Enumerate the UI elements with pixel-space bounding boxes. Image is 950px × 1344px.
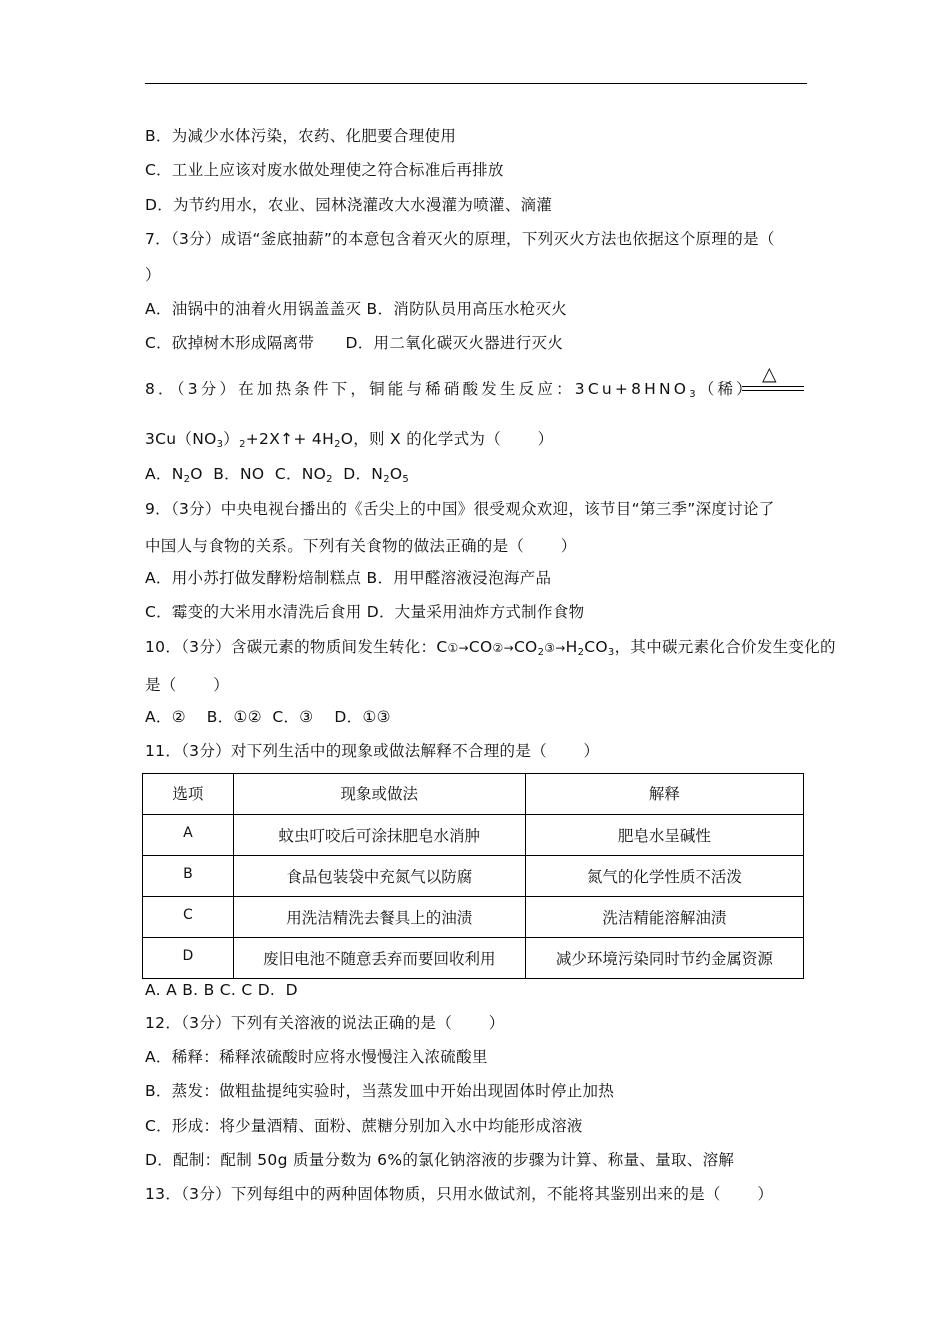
table-header-explanation: 解释 xyxy=(525,774,803,815)
q8-stem-dilute: （稀） xyxy=(698,380,755,398)
q6-option-c: C．工业上应该对废水做处理使之符合标准后再排放 xyxy=(145,161,504,179)
q8-equation-products: $3Cu(NO_3)_2+2X↑+ 4H_2O$，则 X 的化学式为（ ） xyxy=(145,430,554,450)
table-row xyxy=(143,815,804,856)
conversion-arrow-3: ③→ xyxy=(544,641,566,655)
table-header-row xyxy=(143,774,804,815)
q9-options-cd: C．霉变的大米用水清洗后食用 D．大量采用油炸方式制作食物 xyxy=(145,603,585,621)
q11-options: A. A B. B C. C D. D xyxy=(145,981,298,999)
table-cell-phenomenon: 蚊虫叮咬后可涂抹肥皂水消肿 xyxy=(233,815,525,856)
q12-stem: 12．（3分）下列有关溶液的说法正确的是（ ） xyxy=(145,1014,505,1032)
q12-option-c: C．形成：将少量酒精、面粉、蔗糖分别加入水中均能形成溶液 xyxy=(145,1117,583,1135)
table-cell-option: C xyxy=(143,897,234,938)
q7-stem: 7．（3分）成语“釜底抽薪”的本意包含着灭火的原理，下列灭火方法也依据这个原理的是（ xyxy=(145,230,775,248)
q10-options: A．② B．①② C．③ D．①③ xyxy=(145,708,391,726)
q10-stem: 10．（3分）含碳元素的物质间发生转化：$C①\to CO②\to CO_2③\to H_2CO_3$，其中碳元素化合价发生变化的 xyxy=(145,638,836,658)
table-row xyxy=(143,938,804,979)
header-rule xyxy=(145,83,807,84)
table-cell-option: A xyxy=(143,815,234,856)
table-cell-phenomenon: 废旧电池不随意丢弃而要回收利用 xyxy=(233,938,525,979)
q7-options-ab: A．油锅中的油着火用锅盖盖灭 B．消防队员用高压水枪灭火 xyxy=(145,300,568,318)
q8-options: A．$N_2O$ B．NO C．$NO_2$ D．$N_2O_5$ xyxy=(145,465,410,485)
table-cell-phenomenon: 用洗洁精洗去餐具上的油渍 xyxy=(233,897,525,938)
q12-option-a: A．稀释：稀释浓硫酸时应将水慢慢注入浓硫酸里 xyxy=(145,1048,488,1066)
conversion-arrow-1: ①→ xyxy=(447,641,469,655)
q11-stem: 11．（3分）对下列生活中的现象或做法解释不合理的是（ ） xyxy=(145,742,600,760)
table-cell-option: B xyxy=(143,856,234,897)
q8-stem: 8．（3分）在加热条件下，铜能与稀硝酸发生反应：$3Cu+8HNO_3$（稀） xyxy=(145,380,755,400)
q13-stem: 13．（3分）下列每组中的两种固体物质，只用水做试剂，不能将其鉴别出来的是（ ） xyxy=(145,1185,774,1203)
q12-option-b: B．蒸发：做粗盐提纯实验时，当蒸发皿中开始出现固体时停止加热 xyxy=(145,1082,615,1100)
conversion-arrow-2: ②→ xyxy=(492,641,514,655)
table-cell-phenomenon: 食品包装袋中充氮气以防腐 xyxy=(233,856,525,897)
table-cell-explanation: 肥皂水呈碱性 xyxy=(525,815,803,856)
table-row xyxy=(143,897,804,938)
heating-condition-mark xyxy=(742,363,804,396)
table-row xyxy=(143,856,804,897)
table-cell-option: D xyxy=(143,938,234,979)
q8-stem-text: 8．（3分）在加热条件下，铜能与稀硝酸发生反应：3Cu+8HNO xyxy=(145,380,690,398)
q12-option-d: D．配制：配制 50g 质量分数为 6%的氯化钠溶液的步骤为计算、称量、量取、溶解 xyxy=(145,1151,735,1169)
q6-option-b: B．为减少水体污染，农药、化肥要合理使用 xyxy=(145,127,457,145)
q7-stem-close: ） xyxy=(145,266,161,284)
table-header-phenomenon: 现象或做法 xyxy=(233,774,525,815)
q7-options-cd: C．砍掉树木形成隔离带 D．用二氧化碳灭火器进行灭火 xyxy=(145,334,564,352)
q9-stem-cont: 中国人与食物的关系。下列有关食物的做法正确的是（ ） xyxy=(145,537,577,555)
q6-option-d: D．为节约用水，农业、园林浇灌改大水漫灌为喷灌、滴灌 xyxy=(145,196,553,214)
table-cell-explanation: 氮气的化学性质不活泼 xyxy=(525,856,803,897)
heating-triangle: △ xyxy=(762,363,777,385)
q9-options-ab: A．用小苏打做发酵粉焙制糕点 B．用甲醛溶液浸泡海产品 xyxy=(145,569,552,587)
table-cell-explanation: 减少环境污染同时节约金属资源 xyxy=(525,938,803,979)
q10-stem-cont: 是（ ） xyxy=(145,676,229,694)
table-header-option: 选项 xyxy=(143,774,234,815)
q9-stem: 9．（3分）中央电视台播出的《舌尖上的中国》很受观众欢迎，该节目“第三季”深度讨论了 xyxy=(145,500,775,518)
q11-options-table xyxy=(142,773,804,979)
table-cell-explanation: 洗洁精能溶解油渍 xyxy=(525,897,803,938)
